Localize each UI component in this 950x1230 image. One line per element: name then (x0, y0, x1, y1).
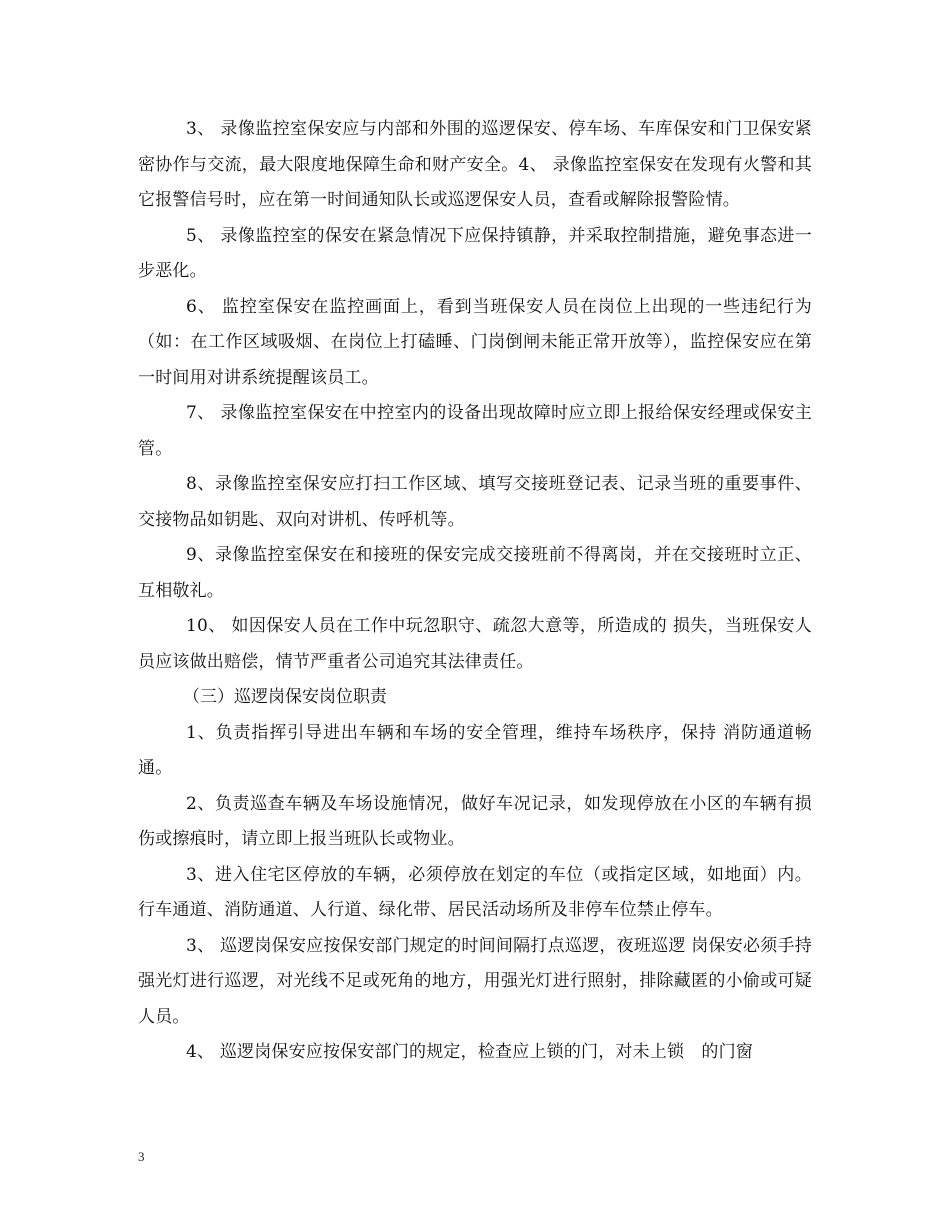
paragraph-patrol-3a: 3、进入住宅区停放的车辆，必须停放在划定的车位（或指定区域，如地面）内。行车通道、消防通道、人行道、绿化带、居民活动场所及非停车位禁止停车。 (138, 864, 812, 920)
page-number: 3 (138, 1149, 145, 1164)
section-heading: （三）巡逻岗保安岗位职责 (183, 687, 387, 707)
paragraph-monitoring-9: 9、录像监控室保安在和接班的保安完成交接班前不得离岗，并在交接班时立正、互相敬礼。 (138, 545, 812, 601)
paragraph-monitoring-6: 6、 监控室保安在监控画面上，看到当班保安人员在岗位上出现的一些违纪行为（如：在工作区域吸烟、在岗位上打磕睡、门岗倒闸未能正常开放等），监控保安应在第一时间用对讲系统提醒该员工。 (138, 296, 812, 388)
document-body (138, 112, 812, 1071)
paragraph-patrol-4: 4、 巡逻岗保安应按保安部门的规定，检查应上锁的门，对未上锁 的门窗 (186, 1042, 754, 1062)
paragraph-monitoring-10: 10、 如因保安人员在工作中玩忽职守、疏忽大意等，所造成的 损失，当班保安人员应该做出赔偿，情节严重者公司追究其法律责任。 (138, 616, 812, 672)
paragraph-patrol-3b: 3、 巡逻岗保安应按保安部门规定的时间间隔打点巡逻，夜班巡逻 岗保安必须手持强光灯进行巡逻，对光线不足或死角的地方，用强光灯进行照射，排除藏匿的小偷或可疑人员。 (138, 935, 812, 1027)
paragraph-monitoring-8: 8、录像监控室保安应打扫工作区域、填写交接班登记表、记录当班的重要事件、交接物品如钥匙、双向对讲机、传呼机等。 (138, 474, 812, 530)
paragraph-monitoring-7: 7、 录像监控室保安在中控室内的设备出现故障时应立即上报给保安经理或保安主管。 (138, 403, 812, 459)
paragraph-monitoring-5: 5、 录像监控室的保安在紧急情况下应保持镇静，并采取控制措施，避免事态进一步恶化。 (138, 225, 812, 281)
paragraph-patrol-2: 2、负责巡查车辆及车场设施情况，做好车况记录，如发现停放在小区的车辆有损伤或擦痕时，请立即上报当班队长或物业。 (138, 793, 812, 849)
paragraph-patrol-1: 1、负责指挥引导进出车辆和车场的安全管理，维持车场秩序，保持 消防通道畅通。 (138, 722, 812, 778)
paragraph-monitoring-3-4: 3、 录像监控室保安应与内部和外围的巡逻保安、停车场、车库保安和门卫保安紧密协作与交流，最大限度地保障生命和财产安全。4、 录像监控室保安在发现有火警和其它报警信号时，应在第一时间通知队长或巡逻保安人员，查看或解除报警险情。 (138, 119, 812, 210)
